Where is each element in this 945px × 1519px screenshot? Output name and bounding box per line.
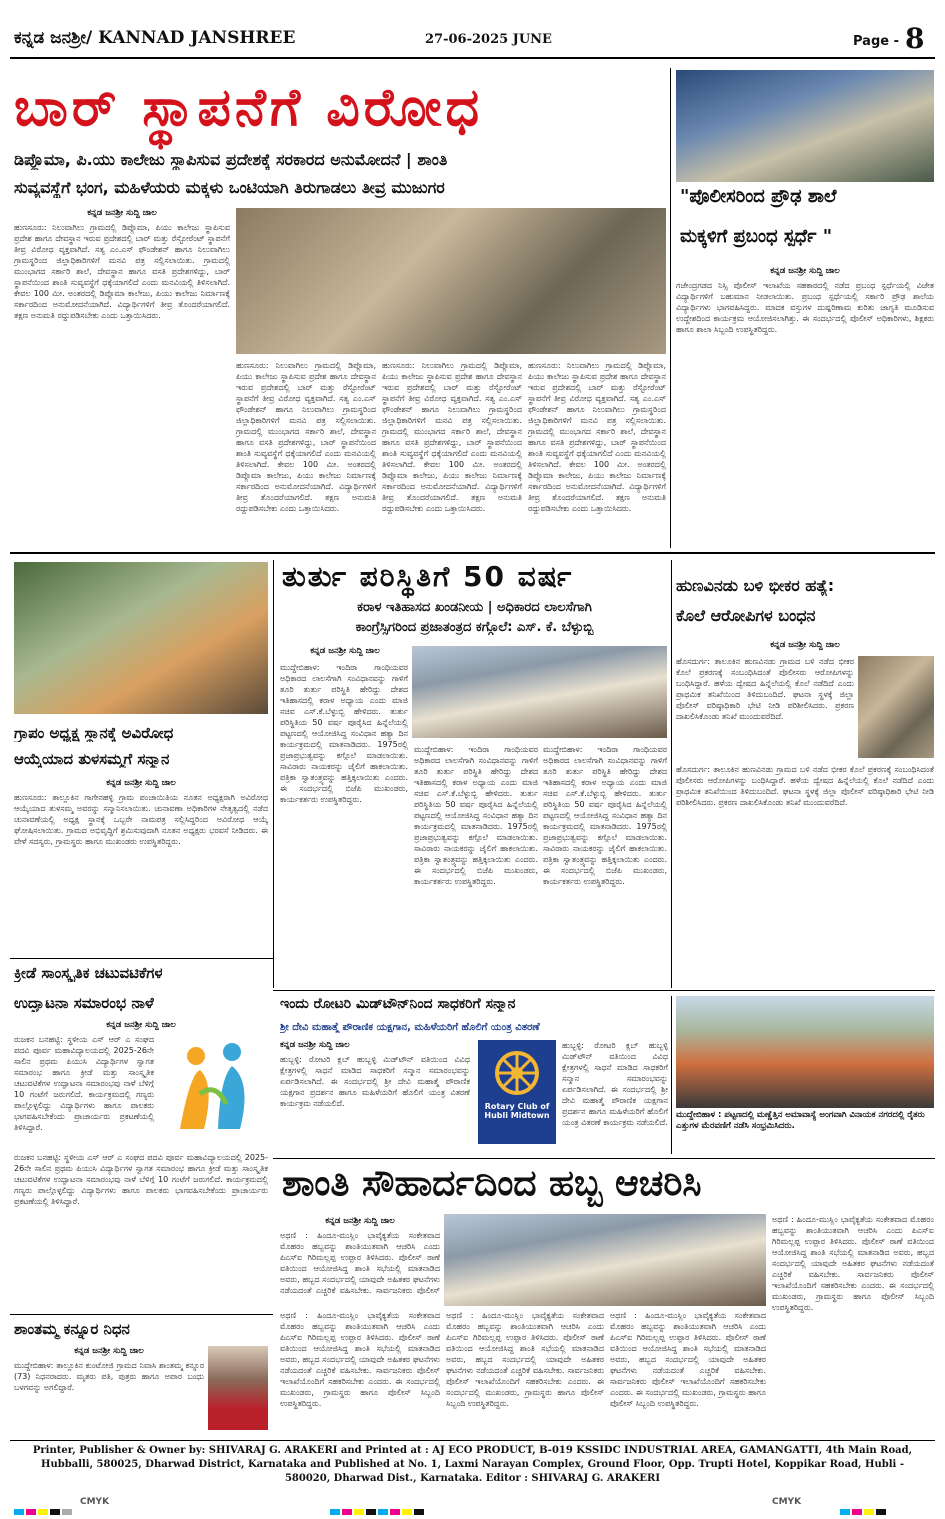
imprint: Printer, Publisher & Owner by: SHIVARAJ G. ARAKERI and Printed at : AJ ECO PRODUCT, B-019 KSSIDC INDUSTRIAL AREA, GAMANGATTI, 4th Main Road, Hubballi, 580025, Dharwad District, Karnataka and Published at No. 1, Laxmi Narayan Complex, Ground Floor, Opp. Trupti Hotel, Koppikar Road, Hubli - 580020, Dharwad Dist., Karnataka. Editor : SHIVARAJ G. ARAKERI xyxy=(32,1445,913,1484)
police-body: ಗಜೇಂದ್ರಗಡದ ನಿಸ್ಸಿ ಪೊಲೀಸ್ ಇಲಾಖೆಯ ಸಹಕಾರದಲ್ಲಿ ನಡೆದ ಪ್ರಬಂಧ ಸ್ಪರ್ಧೆಯಲ್ಲಿ ವಿಜೇತ ವಿದ್ಯಾರ್ಥಿಗಳಿಗೆ ಬಹುಮಾನ ನೀಡಲಾಯಿತು. ಪ್ರಬಂಧ ಸ್ಪರ್ಧೆಯಲ್ಲಿ ಸರ್ಕಾರಿ ಪ್ರೌಢ ಶಾಲೆಯ ವಿದ್ಯಾರ್ಥಿಗಳು ಭಾಗವಹಿಸಿದ್ದರು. ಮಾದಕ ವಸ್ತುಗಳ ದುಷ್ಪರಿಣಾಮ ಕುರಿತು ಜಾಗೃತಿ ಮೂಡಿಸುವ ಉದ್ದೇಶದಿಂದ ಕಾರ್ಯಕ್ರಮ ಆಯೋಜಿಸಲಾಗಿತ್ತು. ಈ ಸಂದರ್ಭದಲ್ಲಿ ಪೊಲೀಸ್ ಅಧಿಕಾರಿಗಳು, ಶಿಕ್ಷಕರು ಹಾಗೂ ಶಾಲಾ ಸಿಬ್ಬಂದಿ ಉಪಸ್ಥಿತರಿದ್ದರು. xyxy=(676,281,934,334)
festival-photo xyxy=(676,996,934,1108)
color-bar-left xyxy=(14,1500,74,1519)
peace-body-col4: ಅಥಣಿ : ಹಿಂದೂ-ಮುಸ್ಲಿಂ ಭಾವೈಕ್ಯತೆಯ ಸಂಕೇತವಾದ ಮೊಹರಂ ಹಬ್ಬವನ್ನು ಶಾಂತಿಯುತವಾಗಿ ಆಚರಿಸಿ ಎಂದು ಪಿಎಸ್ಐ ಗಿರಿಮಲ್ಲಪ್ಪ ಉಪ್ಪಾರ ತಿಳಿಸಿದರು. ಪೊಲೀಸ್ ಠಾಣೆ ವತಿಯಿಂದ ಆಯೋಜಿಸಿದ್ದ ಶಾಂತಿ ಸಭೆಯಲ್ಲಿ ಮಾತನಾಡಿದ ಅವರು, ಹಬ್ಬದ ಸಂದರ್ಭದಲ್ಲಿ ಯಾವುದೇ ಅಹಿತಕರ ಘಟನೆಗಳು ನಡೆಯದಂತೆ ಎಚ್ಚರಿಕೆ ವಹಿಸಬೇಕು. ಸಾರ್ವಜನಿಕರು ಪೊಲೀಸ್ ಇಲಾಖೆಯೊಂದಿಗೆ ಸಹಕರಿಸಬೇಕು ಎಂದರು. ಈ ಸಂದರ್ಭದಲ್ಲಿ ಮುಖಂಡರು, ಗ್ರಾಮಸ್ಥರು ಹಾಗೂ ಪೊಲೀಸ್ ಸಿಬ್ಬಂದಿ ಉಪಸ್ಥಿತರಿದ್ದರು. xyxy=(772,1215,934,1312)
police-photo xyxy=(676,70,934,182)
sports-illustration xyxy=(160,1034,268,1144)
peace-headline: ಶಾಂತಿ ಸೌಹಾರ್ದದಿಂದ ಹಬ್ಬ ಆಚರಿಸಿ xyxy=(282,1163,702,1204)
gram-byline: ಕನ್ನಡ ಜನಶ್ರೀ ಸುದ್ದಿ ಜಾಲ xyxy=(106,778,176,788)
col-divider-4 xyxy=(671,996,672,1154)
crime-body-a: ಹೊಸದುರ್ಗ: ತಾಲೂಕಿನ ಹುಣವಿನಡು ಗ್ರಾಮದ ಬಳಿ ನಡೆದ ಭೀಕರ ಕೊಲೆ ಪ್ರಕರಣಕ್ಕೆ ಸಂಬಂಧಿಸಿದಂತೆ ಪೊಲೀಸರು ಆರೋಪಿಗಳನ್ನು ಬಂಧಿಸಿದ್ದಾರೆ. ಹಳೆಯ ದ್ವೇಷದ ಹಿನ್ನೆಲೆಯಲ್ಲಿ ಕೊಲೆ ನಡೆದಿದೆ ಎಂದು ಪ್ರಾಥಮಿಕ ತನಿಖೆಯಿಂದ ತಿಳಿದುಬಂದಿದೆ. ಘಟನಾ ಸ್ಥಳಕ್ಕೆ ಜಿಲ್ಲಾ ಪೊಲೀಸ್ ವರಿಷ್ಠಾಧಿಕಾರಿ ಭೇಟಿ ನೀಡಿ ಪರಿಶೀಲಿಸಿದರು. ಪ್ರಕರಣ ದಾಖಲಿಸಿಕೊಂಡು ತನಿಖೆ ಮುಂದುವರೆದಿದೆ. xyxy=(676,657,854,721)
sports-body-a: ರುಜಕನ ಬನಹಟ್ಟಿ: ಸ್ಥಳೀಯ ಎಸ್ ಆರ್ ಎ ಸಂಘದ ಪದವಿ ಪೂರ್ವ ಮಹಾವಿದ್ಯಾಲಯದಲ್ಲಿ 2025-26ನೇ ಸಾಲಿನ ಪ್ರಥಮ ಪಿಯುಸಿ ವಿದ್ಯಾರ್ಥಿಗಳ ಸ್ವಾಗತ ಸಮಾರಂಭ ಹಾಗೂ ಕ್ರೀಡೆ ಮತ್ತು ಸಾಂಸ್ಕೃತಿಕ ಚಟುವಟಿಕೆಗಳ ಉದ್ಘಾಟನಾ ಸಮಾರಂಭವು ನಾಳೆ ಬೆಳಿಗ್ಗೆ 10 ಗಂಟೆಗೆ ಜರುಗಲಿದೆ. ಕಾರ್ಯಕ್ರಮದಲ್ಲಿ ಗಣ್ಯರು ಪಾಲ್ಗೊಳ್ಳಲಿದ್ದು ವಿದ್ಯಾರ್ಥಿಗಳು ಹಾಗೂ ಪಾಲಕರು ಭಾಗವಹಿಸಬೇಕೆಂದು ಪ್ರಾಚಾರ್ಯರು ಪ್ರಕಟಣೆಯಲ್ಲಿ ತಿಳಿಸಿದ್ದಾರೆ. xyxy=(14,1035,154,1132)
crime-body-b: ಹೊಸದುರ್ಗ: ತಾಲೂಕಿನ ಹುಣವಿನಡು ಗ್ರಾಮದ ಬಳಿ ನಡೆದ ಭೀಕರ ಕೊಲೆ ಪ್ರಕರಣಕ್ಕೆ ಸಂಬಂಧಿಸಿದಂತೆ ಪೊಲೀಸರು ಆರೋಪಿಗಳನ್ನು ಬಂಧಿಸಿದ್ದಾರೆ. ಹಳೆಯ ದ್ವೇಷದ ಹಿನ್ನೆಲೆಯಲ್ಲಿ ಕೊಲೆ ನಡೆದಿದೆ ಎಂದು ಪ್ರಾಥಮಿಕ ತನಿಖೆಯಿಂದ ತಿಳಿದುಬಂದಿದೆ. ಘಟನಾ ಸ್ಥಳಕ್ಕೆ ಜಿಲ್ಲಾ ಪೊಲೀಸ್ ವರಿಷ್ಠಾಧಿಕಾರಿ ಭೇಟಿ ನೀಡಿ ಪರಿಶೀಲಿಸಿದರು. ಪ್ರಕರಣ ದಾಖಲಿಸಿಕೊಂಡು ತನಿಖೆ ಮುಂದುವರೆದಿದೆ. xyxy=(676,765,934,807)
rotary-subhead: ಶ್ರೀ ದೇವಿ ಮಹಾತ್ಮೆ ಪೌರಾಣಿಕ ಯಕ್ಷಗಾನ, ಮಹಿಳೆಯರಿಗೆ ಹೊಲಿಗೆ ಯಂತ್ರ ವಿತರಣೆ xyxy=(280,1022,540,1033)
peace-byline: ಕನ್ನಡ ಜನಶ್ರೀ ಸುದ್ದಿ ಜಾಲ xyxy=(325,1216,395,1226)
sports-byline: ಕನ್ನಡ ಜನಶ್ರೀ ಸುದ್ದಿ ಜಾಲ xyxy=(106,1020,176,1030)
section-rule-1 xyxy=(10,552,935,554)
lead-body-left: ಹುಣಸೂರು: ನಿಲುವಾಗಿಲು ಗ್ರಾಮದಲ್ಲಿ ಡಿಪ್ಲೊಮಾ, ಪಿಯು ಕಾಲೇಜು ಸ್ಥಾಪಿಸುವ ಪ್ರದೇಶ ಹಾಗೂ ದೇವಸ್ಥಾನ ಇರುವ ಪ್ರದೇಶದಲ್ಲಿ ಬಾರ್ ಮತ್ತು ರೆಸ್ಟೋರೆಂಟ್ ಸ್ಥಾಪನೆಗೆ ತೀವ್ರ ವಿರೋಧ ವ್ಯಕ್ತವಾಗಿದೆ. ಸತ್ಯ ಎಂ.ಎಸ್ ಫೌಂಡೇಶನ್ ಹಾಗೂ ನಿಲುವಾಗಿಲು ಗ್ರಾಮಸ್ಥರಿಂದ ಜಿಲ್ಲಾಧಿಕಾರಿಗಳಿಗೆ ಮನವಿ ಪತ್ರ ಸಲ್ಲಿಸಲಾಯಿತು. ಗ್ರಾಮದಲ್ಲಿ ಮುಂಭಾಗದ ಸರ್ಕಾರಿ ಶಾಲೆ, ದೇವಸ್ಥಾನ ಹಾಗೂ ವಸತಿ ಪ್ರದೇಶಗಳಿದ್ದು, ಬಾರ್ ಸ್ಥಾಪನೆಯಿಂದ ಶಾಂತಿ ಸುವ್ಯವಸ್ಥೆಗೆ ಧಕ್ಕೆಯಾಗಲಿದೆ ಎಂದು ಮನವಿಯಲ್ಲಿ ತಿಳಿಸಲಾಗಿದೆ. ಕೇವಲ 100 ಮೀ. ಅಂತರದಲ್ಲಿ ಡಿಪ್ಲೊಮಾ ಕಾಲೇಜು, ಪಿಯು ಕಾಲೇಜು ನಿರ್ಮಾಣಕ್ಕೆ ಸರ್ಕಾರದಿಂದ ಅನುಮೋದನೆಯಾಗಿದೆ. ವಿದ್ಯಾರ್ಥಿಗಳಿಗೆ ತೀವ್ರ ತೊಂದರೆಯಾಗಲಿದೆ. ತಕ್ಷಣ ಅನುಮತಿ ರದ್ದುಪಡಿಸಬೇಕು ಎಂದು ಒತ್ತಾಯಿಸಿದರು. xyxy=(14,223,230,320)
gram-headline-2: ಆಯ್ಕೆಯಾದ ತುಳಸಮ್ಮಗೆ ಸನ್ಮಾನ xyxy=(14,750,170,768)
sports-headline-1: ಕ್ರೀಡೆ ಸಾಂಸ್ಕೃತಿಕ ಚಟುವಟಿಕೆಗಳ xyxy=(14,964,163,982)
masthead-rule xyxy=(10,57,935,59)
rotary-logo xyxy=(478,1040,556,1144)
lead-headline: ಬಾರ್ ಸ್ಥಾಪನೆಗೆ ವಿರೋಧ xyxy=(14,78,484,138)
police-headline-2: ಮಕ್ಕಳಿಗೆ ಪ್ರಬಂಧ ಸ್ಪರ್ಧೆ " xyxy=(680,226,833,247)
sports-body-b: ರುಜಕನ ಬನಹಟ್ಟಿ: ಸ್ಥಳೀಯ ಎಸ್ ಆರ್ ಎ ಸಂಘದ ಪದವಿ ಪೂರ್ವ ಮಹಾವಿದ್ಯಾಲಯದಲ್ಲಿ 2025-26ನೇ ಸಾಲಿನ ಪ್ರಥಮ ಪಿಯುಸಿ ವಿದ್ಯಾರ್ಥಿಗಳ ಸ್ವಾಗತ ಸಮಾರಂಭ ಹಾಗೂ ಕ್ರೀಡೆ ಮತ್ತು ಸಾಂಸ್ಕೃತಿಕ ಚಟುವಟಿಕೆಗಳ ಉದ್ಘಾಟನಾ ಸಮಾರಂಭವು ನಾಳೆ ಬೆಳಿಗ್ಗೆ 10 ಗಂಟೆಗೆ ಜರುಗಲಿದೆ. ಕಾರ್ಯಕ್ರಮದಲ್ಲಿ ಗಣ್ಯರು ಪಾಲ್ಗೊಳ್ಳಲಿದ್ದು ವಿದ್ಯಾರ್ಥಿಗಳು ಹಾಗೂ ಪಾಲಕರು ಭಾಗವಹಿಸಬೇಕೆಂದು ಪ್ರಾಚಾರ್ಯರು ಪ್ರಕಟಣೆಯಲ್ಲಿ ತಿಳಿಸಿದ್ದಾರೆ. xyxy=(14,1153,268,1206)
lead-subhead-1: ಡಿಪ್ಲೊಮಾ, ಪಿ.ಯು ಕಾಲೇಜು ಸ್ಥಾಪಿಸುವ ಪ್ರದೇಶಕ್ಕೆ ಸರಕಾರದ ಅನುಮೋದನೆ | ಶಾಂತಿ xyxy=(14,150,448,169)
page-number: 8 xyxy=(905,22,925,55)
festival-caption: ಮುದ್ದೇಬಿಹಾಳ : ಪಟ್ಟಣದಲ್ಲಿ ಮಣ್ಣೆತ್ತಿನ ಅಮಾವಾಸ್ಯೆ ಅಂಗವಾಗಿ ವಿನಾಯಕ ನಗರದಲ್ಲಿ ರೈತರು ಎತ್ತುಗಳ ಮೆರವಣಿಗೆ ನಡೆಸಿ ಸಂಭ್ರಮಿಸಿದರು. xyxy=(676,1110,925,1131)
lead-subhead-2: ಸುವ್ಯವಸ್ಥೆಗೆ ಭಂಗ, ಮಹಿಳೆಯರು ಮಕ್ಕಳು ಒಂಟಿಯಾಗಿ ತಿರುಗಾಡಲು ತೀವ್ರ ಮುಜುಗರ xyxy=(14,178,445,197)
obit-byline: ಕನ್ನಡ ಜನಶ್ರೀ ಸುದ್ದಿ ಜಾಲ xyxy=(74,1346,144,1356)
section-rule-2b xyxy=(10,958,273,959)
rotary-body-a: ಹುಬ್ಬಳ್ಳಿ: ರೋಟರಿ ಕ್ಲಬ್ ಹುಬ್ಬಳ್ಳಿ ಮಿಡ್‌ಟೌನ್ ವತಿಯಿಂದ ವಿವಿಧ ಕ್ಷೇತ್ರಗಳಲ್ಲಿ ಸಾಧನೆ ಮಾಡಿದ ಸಾಧಕರಿಗೆ ಸನ್ಮಾನ ಸಮಾರಂಭವನ್ನು ಏರ್ಪಡಿಸಲಾಗಿದೆ. ಈ ಸಂದರ್ಭದಲ್ಲಿ ಶ್ರೀ ದೇವಿ ಮಹಾತ್ಮೆ ಪೌರಾಣಿಕ ಯಕ್ಷಗಾನ ಪ್ರದರ್ಶನ ಹಾಗೂ ಮಹಿಳೆಯರಿಗೆ ಹೊಲಿಗೆ ಯಂತ್ರ ವಿತರಣೆ ಕಾರ್ಯಕ್ರಮ ನಡೆಯಲಿದೆ. xyxy=(280,1055,470,1108)
col-divider xyxy=(670,68,671,548)
peace-body-col1: ಅಥಣಿ : ಹಿಂದೂ-ಮುಸ್ಲಿಂ ಭಾವೈಕ್ಯತೆಯ ಸಂಕೇತವಾದ ಮೊಹರಂ ಹಬ್ಬವನ್ನು ಶಾಂತಿಯುತವಾಗಿ ಆಚರಿಸಿ ಎಂದು ಪಿಎಸ್ಐ ಗಿರಿಮಲ್ಲಪ್ಪ ಉಪ್ಪಾರ ತಿಳಿಸಿದರು. ಪೊಲೀಸ್ ಠಾಣೆ ವತಿಯಿಂದ ಆಯೋಜಿಸಿದ್ದ ಶಾಂತಿ ಸಭೆಯಲ್ಲಿ ಮಾತನಾಡಿದ ಅವರು, ಹಬ್ಬದ ಸಂದರ್ಭದಲ್ಲಿ ಯಾವುದೇ ಅಹಿತಕರ ಘಟನೆಗಳು ನಡೆಯದಂತೆ ಎಚ್ಚರಿಕೆ ವಹಿಸಬೇಕು. ಸಾರ್ವಜನಿಕರು ಪೊಲೀಸ್ xyxy=(280,1231,440,1295)
masthead-date: 27-06-2025 JUNE xyxy=(425,32,552,47)
emergency-photo xyxy=(412,646,667,738)
rotary-logo-text-2: Hubli Midtown xyxy=(484,1111,550,1120)
crime-headline-1: ಹುಣವಿನಡು ಬಳಿ ಭೀಕರ ಹತ್ಯೆ: xyxy=(676,576,835,595)
rotary-logo-text-1: Rotary Club of xyxy=(484,1102,550,1111)
rotary-byline: ಕನ್ನಡ ಜನಶ್ರೀ ಸುದ್ದಿ ಜಾಲ xyxy=(280,1040,350,1050)
obit-body: ಮುದ್ದೇಬಿಹಾಳ: ತಾಲ್ಲೂಕಿನ ಕುಂಟೋಜಿ ಗ್ರಾಮದ ನಿವಾಸಿ ಶಾಂತಮ್ಮ ಕನ್ನೂರ (73) ನಿಧನರಾದರು. ಮೃತರು ಪತಿ, ಪುತ್ರರು ಹಾಗೂ ಅಪಾರ ಬಂಧು ಬಳಗವನ್ನು ಅಗಲಿದ್ದಾರೆ. xyxy=(14,1361,204,1392)
lead-body-col2: ಹುಣಸೂರು: ನಿಲುವಾಗಿಲು ಗ್ರಾಮದಲ್ಲಿ ಡಿಪ್ಲೊಮಾ, ಪಿಯು ಕಾಲೇಜು ಸ್ಥಾಪಿಸುವ ಪ್ರದೇಶ ಹಾಗೂ ದೇವಸ್ಥಾನ ಇರುವ ಪ್ರದೇಶದಲ್ಲಿ ಬಾರ್ ಮತ್ತು ರೆಸ್ಟೋರೆಂಟ್ ಸ್ಥಾಪನೆಗೆ ತೀವ್ರ ವಿರೋಧ ವ್ಯಕ್ತವಾಗಿದೆ. ಸತ್ಯ ಎಂ.ಎಸ್ ಫೌಂಡೇಶನ್ ಹಾಗೂ ನಿಲುವಾಗಿಲು ಗ್ರಾಮಸ್ಥರಿಂದ ಜಿಲ್ಲಾಧಿಕಾರಿಗಳಿಗೆ ಮನವಿ ಪತ್ರ ಸಲ್ಲಿಸಲಾಯಿತು. ಗ್ರಾಮದಲ್ಲಿ ಮುಂಭಾಗದ ಸರ್ಕಾರಿ ಶಾಲೆ, ದೇವಸ್ಥಾನ ಹಾಗೂ ವಸತಿ ಪ್ರದೇಶಗಳಿದ್ದು, ಬಾರ್ ಸ್ಥಾಪನೆಯಿಂದ ಶಾಂತಿ ಸುವ್ಯವಸ್ಥೆಗೆ ಧಕ್ಕೆಯಾಗಲಿದೆ ಎಂದು ಮನವಿಯಲ್ಲಿ ತಿಳಿಸಲಾಗಿದೆ. ಕೇವಲ 100 ಮೀ. ಅಂತರದಲ್ಲಿ ಡಿಪ್ಲೊಮಾ ಕಾಲೇಜು, ಪಿಯು ಕಾಲೇಜು ನಿರ್ಮಾಣಕ್ಕೆ ಸರ್ಕಾರದಿಂದ ಅನುಮೋದನೆಯಾಗಿದೆ. ವಿದ್ಯಾರ್ಥಿಗಳಿಗೆ ತೀವ್ರ ತೊಂದರೆಯಾಗಲಿದೆ. ತಕ್ಷಣ ಅನುಮತಿ ರದ್ದುಪಡಿಸಬೇಕು ಎಂದು ಒತ್ತಾಯಿಸಿದರು. xyxy=(236,361,376,513)
rotary-wheel-icon xyxy=(492,1048,542,1098)
page-label: Page - xyxy=(853,34,899,49)
lead-byline: ಕನ್ನಡ ಜನಶ್ರೀ ಸುದ್ದಿ ಜಾಲ xyxy=(87,208,157,218)
emergency-body-col1: ಮುದ್ದೇಬಿಹಾಳ: ಇಂದಿರಾ ಗಾಂಧಿಯವರ ಅಧಿಕಾರದ ಲಾಲಸೆಗಾಗಿ ಸಂವಿಧಾನವನ್ನು ಗಾಳಿಗೆ ತೂರಿ ತುರ್ತು ಪರಿಸ್ಥಿತಿ ಹೇರಿದ್ದು ದೇಶದ ಇತಿಹಾಸದಲ್ಲಿ ಕರಾಳ ಅಧ್ಯಾಯ ಎಂದು ಮಾಜಿ ಸಚಿವ ಎಸ್.ಕೆ.ಬೆಳ್ಳುಬ್ಬಿ ಹೇಳಿದರು. ತುರ್ತು ಪರಿಸ್ಥಿತಿಯ 50 ವರ್ಷ ಪೂರೈಸಿದ ಹಿನ್ನೆಲೆಯಲ್ಲಿ ಪಟ್ಟಣದಲ್ಲಿ ಆಯೋಜಿಸಿದ್ದ ಸಂವಿಧಾನ ಹತ್ಯಾ ದಿನ ಕಾರ್ಯಕ್ರಮದಲ್ಲಿ ಮಾತನಾಡಿದರು. 1975ರಲ್ಲಿ ಪ್ರಜಾಪ್ರಭುತ್ವವನ್ನು ಕಗ್ಗೊಲೆ ಮಾಡಲಾಯಿತು. ಸಾವಿರಾರು ನಾಯಕರನ್ನು ಜೈಲಿಗೆ ಹಾಕಲಾಯಿತು. ಪತ್ರಿಕಾ ಸ್ವಾತಂತ್ರ್ಯವನ್ನು ಹತ್ತಿಕ್ಕಲಾಯಿತು ಎಂದರು. ಈ ಸಂದರ್ಭದಲ್ಲಿ ಬಿಜೆಪಿ ಮುಖಂಡರು, ಕಾರ್ಯಕರ್ತರು ಉಪಸ್ಥಿತರಿದ್ದರು. xyxy=(280,663,408,804)
emergency-headline: ತುರ್ತು ಪರಿಸ್ಥಿತಿಗೆ 50 ವರ್ಷ xyxy=(282,560,574,593)
emergency-body-col3: ಮುದ್ದೇಬಿಹಾಳ: ಇಂದಿರಾ ಗಾಂಧಿಯವರ ಅಧಿಕಾರದ ಲಾಲಸೆಗಾಗಿ ಸಂವಿಧಾನವನ್ನು ಗಾಳಿಗೆ ತೂರಿ ತುರ್ತು ಪರಿಸ್ಥಿತಿ ಹೇರಿದ್ದು ದೇಶದ ಇತಿಹಾಸದಲ್ಲಿ ಕರಾಳ ಅಧ್ಯಾಯ ಎಂದು ಮಾಜಿ ಸಚಿವ ಎಸ್.ಕೆ.ಬೆಳ್ಳುಬ್ಬಿ ಹೇಳಿದರು. ತುರ್ತು ಪರಿಸ್ಥಿತಿಯ 50 ವರ್ಷ ಪೂರೈಸಿದ ಹಿನ್ನೆಲೆಯಲ್ಲಿ ಪಟ್ಟಣದಲ್ಲಿ ಆಯೋಜಿಸಿದ್ದ ಸಂವಿಧಾನ ಹತ್ಯಾ ದಿನ ಕಾರ್ಯಕ್ರಮದಲ್ಲಿ ಮಾತನಾಡಿದರು. 1975ರಲ್ಲಿ ಪ್ರಜಾಪ್ರಭುತ್ವವನ್ನು ಕಗ್ಗೊಲೆ ಮಾಡಲಾಯಿತು. ಸಾವಿರಾರು ನಾಯಕರನ್ನು ಜೈಲಿಗೆ ಹಾಕಲಾಯಿತು. ಪತ್ರಿಕಾ ಸ್ವಾತಂತ್ರ್ಯವನ್ನು ಹತ್ತಿಕ್ಕಲಾಯಿತು ಎಂದರು. ಈ ಸಂದರ್ಭದಲ್ಲಿ ಬಿಜೆಪಿ ಮುಖಂಡರು, ಕಾರ್ಯಕರ್ತರು ಉಪಸ್ಥಿತರಿದ್ದರು. xyxy=(543,745,667,886)
peace-body-col3: ಅಥಣಿ : ಹಿಂದೂ-ಮುಸ್ಲಿಂ ಭಾವೈಕ್ಯತೆಯ ಸಂಕೇತವಾದ ಮೊಹರಂ ಹಬ್ಬವನ್ನು ಶಾಂತಿಯುತವಾಗಿ ಆಚರಿಸಿ ಎಂದು ಪಿಎಸ್ಐ ಗಿರಿಮಲ್ಲಪ್ಪ ಉಪ್ಪಾರ ತಿಳಿಸಿದರು. ಪೊಲೀಸ್ ಠಾಣೆ ವತಿಯಿಂದ ಆಯೋಜಿಸಿದ್ದ ಶಾಂತಿ ಸಭೆಯಲ್ಲಿ ಮಾತನಾಡಿದ ಅವರು, ಹಬ್ಬದ ಸಂದರ್ಭದಲ್ಲಿ ಯಾವುದೇ ಅಹಿತಕರ ಘಟನೆಗಳು ನಡೆಯದಂತೆ ಎಚ್ಚರಿಕೆ ವಹಿಸಬೇಕು. ಸಾರ್ವಜನಿಕರು ಪೊಲೀಸ್ ಇಲಾಖೆಯೊಂದಿಗೆ ಸಹಕರಿಸಬೇಕು ಎಂದರು. ಈ ಸಂದರ್ಭದಲ್ಲಿ ಮುಖಂಡರು, ಗ್ರಾಮಸ್ಥರು ಹಾಗೂ ಪೊಲೀಸ್ ಸಿಬ್ಬಂದಿ ಉಪಸ್ಥಿತರಿದ್ದರು. xyxy=(610,1311,766,1408)
crime-photo xyxy=(858,656,934,758)
peace-photo xyxy=(444,1214,766,1306)
emergency-subhead-1: ಕರಾಳ ಇತಿಹಾಸದ ಖಂಡನೀಯ | ಅಧಿಕಾರದ ಲಾಲಸೆಗಾಗಿ xyxy=(357,600,592,615)
rotary-headline: ಇಂದು ರೋಟರಿ ಮಿಡ್‌ಟೌನ್‌ನಿಂದ ಸಾಧಕರಿಗೆ ಸನ್ಮಾನ xyxy=(280,996,516,1012)
obit-headline: ಶಾಂತಮ್ಮ ಕನ್ನೂರ ನಿಧನ xyxy=(14,1320,130,1338)
col-divider-2 xyxy=(273,560,274,988)
obit-photo xyxy=(208,1346,268,1430)
peace-body-col2: ಅಥಣಿ : ಹಿಂದೂ-ಮುಸ್ಲಿಂ ಭಾವೈಕ್ಯತೆಯ ಸಂಕೇತವಾದ ಮೊಹರಂ ಹಬ್ಬವನ್ನು ಶಾಂತಿಯುತವಾಗಿ ಆಚರಿಸಿ ಎಂದು ಪಿಎಸ್ಐ ಗಿರಿಮಲ್ಲಪ್ಪ ಉಪ್ಪಾರ ತಿಳಿಸಿದರು. ಪೊಲೀಸ್ ಠಾಣೆ ವತಿಯಿಂದ ಆಯೋಜಿಸಿದ್ದ ಶಾಂತಿ ಸಭೆಯಲ್ಲಿ ಮಾತನಾಡಿದ ಅವರು, ಹಬ್ಬದ ಸಂದರ್ಭದಲ್ಲಿ ಯಾವುದೇ ಅಹಿತಕರ ಘಟನೆಗಳು ನಡೆಯದಂತೆ ಎಚ್ಚರಿಕೆ ವಹಿಸಬೇಕು. ಸಾರ್ವಜನಿಕರು ಪೊಲೀಸ್ ಇಲಾಖೆಯೊಂದಿಗೆ ಸಹಕರಿಸಬೇಕು ಎಂದರು. ಈ ಸಂದರ್ಭದಲ್ಲಿ ಮುಖಂಡರು, ಗ್ರಾಮಸ್ಥರು ಹಾಗೂ ಪೊಲೀಸ್ ಸಿಬ್ಬಂದಿ ಉಪಸ್ಥಿತರಿದ್ದರು. xyxy=(446,1311,604,1408)
emergency-body-col2: ಮುದ್ದೇಬಿಹಾಳ: ಇಂದಿರಾ ಗಾಂಧಿಯವರ ಅಧಿಕಾರದ ಲಾಲಸೆಗಾಗಿ ಸಂವಿಧಾನವನ್ನು ಗಾಳಿಗೆ ತೂರಿ ತುರ್ತು ಪರಿಸ್ಥಿತಿ ಹೇರಿದ್ದು ದೇಶದ ಇತಿಹಾಸದಲ್ಲಿ ಕರಾಳ ಅಧ್ಯಾಯ ಎಂದು ಮಾಜಿ ಸಚಿವ ಎಸ್.ಕೆ.ಬೆಳ್ಳುಬ್ಬಿ ಹೇಳಿದರು. ತುರ್ತು ಪರಿಸ್ಥಿತಿಯ 50 ವರ್ಷ ಪೂರೈಸಿದ ಹಿನ್ನೆಲೆಯಲ್ಲಿ ಪಟ್ಟಣದಲ್ಲಿ ಆಯೋಜಿಸಿದ್ದ ಸಂವಿಧಾನ ಹತ್ಯಾ ದಿನ ಕಾರ್ಯಕ್ರಮದಲ್ಲಿ ಮಾತನಾಡಿದರು. 1975ರಲ್ಲಿ ಪ್ರಜಾಪ್ರಭುತ್ವವನ್ನು ಕಗ್ಗೊಲೆ ಮಾಡಲಾಯಿತು. ಸಾವಿರಾರು ನಾಯಕರನ್ನು ಜೈಲಿಗೆ ಹಾಕಲಾಯಿತು. ಪತ್ರಿಕಾ ಸ್ವಾತಂತ್ರ್ಯವನ್ನು ಹತ್ತಿಕ್ಕಲಾಯಿತು ಎಂದರು. ಈ ಸಂದರ್ಭದಲ್ಲಿ ಬಿಜೆಪಿ ಮುಖಂಡರು, ಕಾರ್ಯಕರ್ತರು ಉಪಸ್ಥಿತರಿದ್ದರು. xyxy=(414,745,538,886)
section-rule-2 xyxy=(273,990,935,991)
emergency-byline: ಕನ್ನಡ ಜನಶ್ರೀ ಸುದ್ದಿ ಜಾಲ xyxy=(310,646,380,656)
gram-photo xyxy=(14,562,268,714)
lead-photo xyxy=(236,208,666,354)
col-divider-3 xyxy=(671,560,672,988)
section-rule-4 xyxy=(273,1158,935,1159)
police-headline-1: "ಪೊಲೀಸರಿಂದ ಪ್ರೌಢ ಶಾಲೆ xyxy=(680,186,837,207)
imprint-rule xyxy=(10,1440,935,1441)
lead-body-col4: ಹುಣಸೂರು: ನಿಲುವಾಗಿಲು ಗ್ರಾಮದಲ್ಲಿ ಡಿಪ್ಲೊಮಾ, ಪಿಯು ಕಾಲೇಜು ಸ್ಥಾಪಿಸುವ ಪ್ರದೇಶ ಹಾಗೂ ದೇವಸ್ಥಾನ ಇರುವ ಪ್ರದೇಶದಲ್ಲಿ ಬಾರ್ ಮತ್ತು ರೆಸ್ಟೋರೆಂಟ್ ಸ್ಥಾಪನೆಗೆ ತೀವ್ರ ವಿರೋಧ ವ್ಯಕ್ತವಾಗಿದೆ. ಸತ್ಯ ಎಂ.ಎಸ್ ಫೌಂಡೇಶನ್ ಹಾಗೂ ನಿಲುವಾಗಿಲು ಗ್ರಾಮಸ್ಥರಿಂದ ಜಿಲ್ಲಾಧಿಕಾರಿಗಳಿಗೆ ಮನವಿ ಪತ್ರ ಸಲ್ಲಿಸಲಾಯಿತು. ಗ್ರಾಮದಲ್ಲಿ ಮುಂಭಾಗದ ಸರ್ಕಾರಿ ಶಾಲೆ, ದೇವಸ್ಥಾನ ಹಾಗೂ ವಸತಿ ಪ್ರದೇಶಗಳಿದ್ದು, ಬಾರ್ ಸ್ಥಾಪನೆಯಿಂದ ಶಾಂತಿ ಸುವ್ಯವಸ್ಥೆಗೆ ಧಕ್ಕೆಯಾಗಲಿದೆ ಎಂದು ಮನವಿಯಲ್ಲಿ ತಿಳಿಸಲಾಗಿದೆ. ಕೇವಲ 100 ಮೀ. ಅಂತರದಲ್ಲಿ ಡಿಪ್ಲೊಮಾ ಕಾಲೇಜು, ಪಿಯು ಕಾಲೇಜು ನಿರ್ಮಾಣಕ್ಕೆ ಸರ್ಕಾರದಿಂದ ಅನುಮೋದನೆಯಾಗಿದೆ. ವಿದ್ಯಾರ್ಥಿಗಳಿಗೆ ತೀವ್ರ ತೊಂದರೆಯಾಗಲಿದೆ. ತಕ್ಷಣ ಅನುಮತಿ ರದ್ದುಪಡಿಸಬೇಕು ಎಂದು ಒತ್ತಾಯಿಸಿದರು. xyxy=(528,361,666,513)
cmyk-label-right: CMYK xyxy=(772,1497,802,1507)
cmyk-label-left: CMYK xyxy=(80,1497,110,1507)
emergency-subhead-2: ಕಾಂಗ್ರೆಸ್ಸಿಗರಿಂದ ಪ್ರಜಾತಂತ್ರದ ಕಗ್ಗೊಲೆ: ಎಸ್. ಕೆ. ಬೆಳ್ಳುಬ್ಬಿ xyxy=(355,620,594,635)
crime-byline: ಕನ್ನಡ ಜನಶ್ರೀ ಸುದ್ದಿ ಜಾಲ xyxy=(770,640,840,650)
peace-body-col1b: ಅಥಣಿ : ಹಿಂದೂ-ಮುಸ್ಲಿಂ ಭಾವೈಕ್ಯತೆಯ ಸಂಕೇತವಾದ ಮೊಹರಂ ಹಬ್ಬವನ್ನು ಶಾಂತಿಯುತವಾಗಿ ಆಚರಿಸಿ ಎಂದು ಪಿಎಸ್ಐ ಗಿರಿಮಲ್ಲಪ್ಪ ಉಪ್ಪಾರ ತಿಳಿಸಿದರು. ಪೊಲೀಸ್ ಠಾಣೆ ವತಿಯಿಂದ ಆಯೋಜಿಸಿದ್ದ ಶಾಂತಿ ಸಭೆಯಲ್ಲಿ ಮಾತನಾಡಿದ ಅವರು, ಹಬ್ಬದ ಸಂದರ್ಭದಲ್ಲಿ ಯಾವುದೇ ಅಹಿತಕರ ಘಟನೆಗಳು ನಡೆಯದಂತೆ ಎಚ್ಚರಿಕೆ ವಹಿಸಬೇಕು. ಸಾರ್ವಜನಿಕರು ಪೊಲೀಸ್ ಇಲಾಖೆಯೊಂದಿಗೆ ಸಹಕರಿಸಬೇಕು ಎಂದರು. ಈ ಸಂದರ್ಭದಲ್ಲಿ ಮುಖಂಡರು, ಗ್ರಾಮಸ್ಥರು ಹಾಗೂ ಪೊಲೀಸ್ ಸಿಬ್ಬಂದಿ ಉಪಸ್ಥಿತರಿದ್ದರು. xyxy=(280,1311,440,1408)
gram-headline-1: ಗ್ರಾಪಂ ಅಧ್ಯಕ್ಷ ಸ್ಥಾನಕ್ಕೆ ಅವಿರೋಧ xyxy=(14,724,174,742)
police-byline: ಕನ್ನಡ ಜನಶ್ರೀ ಸುದ್ದಿ ಜಾಲ xyxy=(770,266,840,276)
lead-body-col3: ಹುಣಸೂರು: ನಿಲುವಾಗಿಲು ಗ್ರಾಮದಲ್ಲಿ ಡಿಪ್ಲೊಮಾ, ಪಿಯು ಕಾಲೇಜು ಸ್ಥಾಪಿಸುವ ಪ್ರದೇಶ ಹಾಗೂ ದೇವಸ್ಥಾನ ಇರುವ ಪ್ರದೇಶದಲ್ಲಿ ಬಾರ್ ಮತ್ತು ರೆಸ್ಟೋರೆಂಟ್ ಸ್ಥಾಪನೆಗೆ ತೀವ್ರ ವಿರೋಧ ವ್ಯಕ್ತವಾಗಿದೆ. ಸತ್ಯ ಎಂ.ಎಸ್ ಫೌಂಡೇಶನ್ ಹಾಗೂ ನಿಲುವಾಗಿಲು ಗ್ರಾಮಸ್ಥರಿಂದ ಜಿಲ್ಲಾಧಿಕಾರಿಗಳಿಗೆ ಮನವಿ ಪತ್ರ ಸಲ್ಲಿಸಲಾಯಿತು. ಗ್ರಾಮದಲ್ಲಿ ಮುಂಭಾಗದ ಸರ್ಕಾರಿ ಶಾಲೆ, ದೇವಸ್ಥಾನ ಹಾಗೂ ವಸತಿ ಪ್ರದೇಶಗಳಿದ್ದು, ಬಾರ್ ಸ್ಥಾಪನೆಯಿಂದ ಶಾಂತಿ ಸುವ್ಯವಸ್ಥೆಗೆ ಧಕ್ಕೆಯಾಗಲಿದೆ ಎಂದು ಮನವಿಯಲ್ಲಿ ತಿಳಿಸಲಾಗಿದೆ. ಕೇವಲ 100 ಮೀ. ಅಂತರದಲ್ಲಿ ಡಿಪ್ಲೊಮಾ ಕಾಲೇಜು, ಪಿಯು ಕಾಲೇಜು ನಿರ್ಮಾಣಕ್ಕೆ ಸರ್ಕಾರದಿಂದ ಅನುಮೋದನೆಯಾಗಿದೆ. ವಿದ್ಯಾರ್ಥಿಗಳಿಗೆ ತೀವ್ರ ತೊಂದರೆಯಾಗಲಿದೆ. ತಕ್ಷಣ ಅನುಮತಿ ರದ್ದುಪಡಿಸಬೇಕು ಎಂದು ಒತ್ತಾಯಿಸಿದರು. xyxy=(382,361,522,513)
color-bar-center xyxy=(330,1500,426,1519)
rotary-body-b: ಹುಬ್ಬಳ್ಳಿ: ರೋಟರಿ ಕ್ಲಬ್ ಹುಬ್ಬಳ್ಳಿ ಮಿಡ್‌ಟೌನ್ ವತಿಯಿಂದ ವಿವಿಧ ಕ್ಷೇತ್ರಗಳಲ್ಲಿ ಸಾಧನೆ ಮಾಡಿದ ಸಾಧಕರಿಗೆ ಸನ್ಮಾನ ಸಮಾರಂಭವನ್ನು ಏರ್ಪಡಿಸಲಾಗಿದೆ. ಈ ಸಂದರ್ಭದಲ್ಲಿ ಶ್ರೀ ದೇವಿ ಮಹಾತ್ಮೆ ಪೌರಾಣಿಕ ಯಕ್ಷಗಾನ ಪ್ರದರ್ಶನ ಹಾಗೂ ಮಹಿಳೆಯರಿಗೆ ಹೊಲಿಗೆ ಯಂತ್ರ ವಿತರಣೆ ಕಾರ್ಯಕ್ರಮ ನಡೆಯಲಿದೆ. xyxy=(562,1041,668,1127)
section-rule-3 xyxy=(10,1314,273,1315)
gram-body: ಹುಣಸೂರು: ತಾಲ್ಲೂಕಿನ ಗಾಗೇನಹಳ್ಳಿ ಗ್ರಾಮ ಪಂಚಾಯಿತಿಯ ನೂತನ ಅಧ್ಯಕ್ಷರಾಗಿ ಅವಿರೋಧ ಆಯ್ಕೆಯಾದ ತುಳಸಮ್ಮ ಅವರನ್ನು ಸನ್ಮಾನಿಸಲಾಯಿತು. ಚುನಾವಣಾ ಅಧಿಕಾರಿಗಳ ನೇತೃತ್ವದಲ್ಲಿ ನಡೆದ ಚುನಾವಣೆಯಲ್ಲಿ ಅಧ್ಯಕ್ಷ ಸ್ಥಾನಕ್ಕೆ ಒಬ್ಬರೇ ನಾಮಪತ್ರ ಸಲ್ಲಿಸಿದ್ದರಿಂದ ಅವಿರೋಧ ಆಯ್ಕೆ ಘೋಷಿಸಲಾಯಿತು. ಗ್ರಾಮದ ಅಭಿವೃದ್ಧಿಗೆ ಶ್ರಮಿಸುವುದಾಗಿ ನೂತನ ಅಧ್ಯಕ್ಷರು ಭರವಸೆ ನೀಡಿದರು. ಈ ವೇಳೆ ಸದಸ್ಯರು, ಗ್ರಾಮಸ್ಥರು ಹಾಗೂ ಮುಖಂಡರು ಉಪಸ್ಥಿತರಿದ್ದರು. xyxy=(14,793,268,846)
crime-headline-2: ಕೊಲೆ ಆರೋಪಿಗಳ ಬಂಧನ xyxy=(676,606,816,625)
color-bar-right xyxy=(840,1500,888,1519)
masthead-title: ಕನ್ನಡ ಜನಶ್ರೀ/ KANNAD JANSHREE xyxy=(14,28,296,48)
sports-headline-2: ಉದ್ಘಾಟನಾ ಸಮಾರಂಭ ನಾಳೆ xyxy=(14,994,154,1012)
